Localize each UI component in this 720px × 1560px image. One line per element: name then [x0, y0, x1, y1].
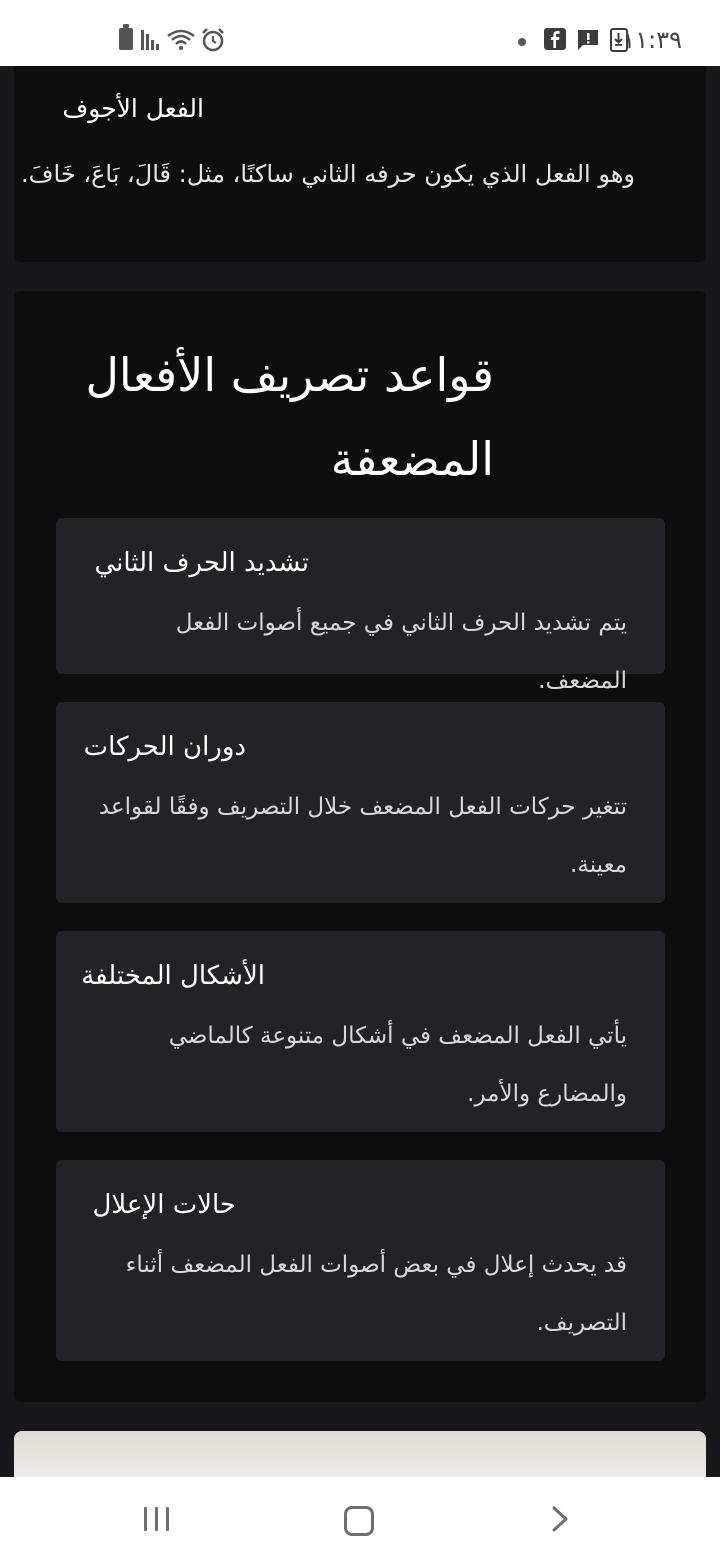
hollow-verb-title: الفعل الأجوف	[62, 94, 204, 123]
rule-card-doubling	[56, 518, 665, 694]
rule-title: الأشكال المختلفة	[81, 961, 265, 991]
signal-icon	[141, 30, 163, 50]
hollow-verb-card	[14, 66, 706, 262]
status-time: ١١:٣٩	[622, 26, 682, 54]
recents-icon[interactable]	[144, 1507, 170, 1531]
status-bar	[0, 0, 720, 66]
rule-title: تشديد الحرف الثاني	[94, 548, 309, 578]
rule-card-vowel-change	[56, 702, 665, 903]
rule-title: حالات الإعلال	[92, 1190, 236, 1220]
rule-description: يتم تشديد الحرف الثاني في جميع أصوات الفعل المضعف.	[175, 610, 627, 694]
facebook-icon	[544, 28, 566, 50]
message-icon	[576, 28, 598, 50]
back-icon[interactable]	[546, 1505, 574, 1533]
rule-title: دوران الحركات	[83, 732, 246, 762]
battery-icon	[119, 28, 133, 50]
wifi-icon	[166, 28, 196, 52]
rule-card-weakening	[56, 1160, 665, 1361]
rules-heading: قواعد تصريف الأفعال المضعفة	[85, 348, 494, 486]
rule-description: قد يحدث إعلال في بعض أصوات الفعل المضعف أثناء التصريف.	[125, 1252, 627, 1336]
home-icon[interactable]	[344, 1506, 374, 1536]
dot-icon	[518, 38, 526, 46]
navigation-bar	[0, 1477, 720, 1560]
alarm-icon	[200, 27, 226, 53]
rule-description: تتغير حركات الفعل المضعف خلال التصريف وفقًا لقواعد معينة.	[98, 794, 627, 878]
doubled-verb-rules-card	[14, 291, 706, 1402]
rule-card-forms	[56, 931, 665, 1132]
rule-description: يأتي الفعل المضعف في أشكال متنوعة كالماضي والمضارع والأمر.	[168, 1023, 627, 1107]
next-section-image	[14, 1431, 706, 1477]
hollow-verb-description: وهو الفعل الذي يكون حرفه الثاني ساكنًا، مثل: قَالَ، بَاعَ، خَافَ.	[21, 160, 635, 188]
